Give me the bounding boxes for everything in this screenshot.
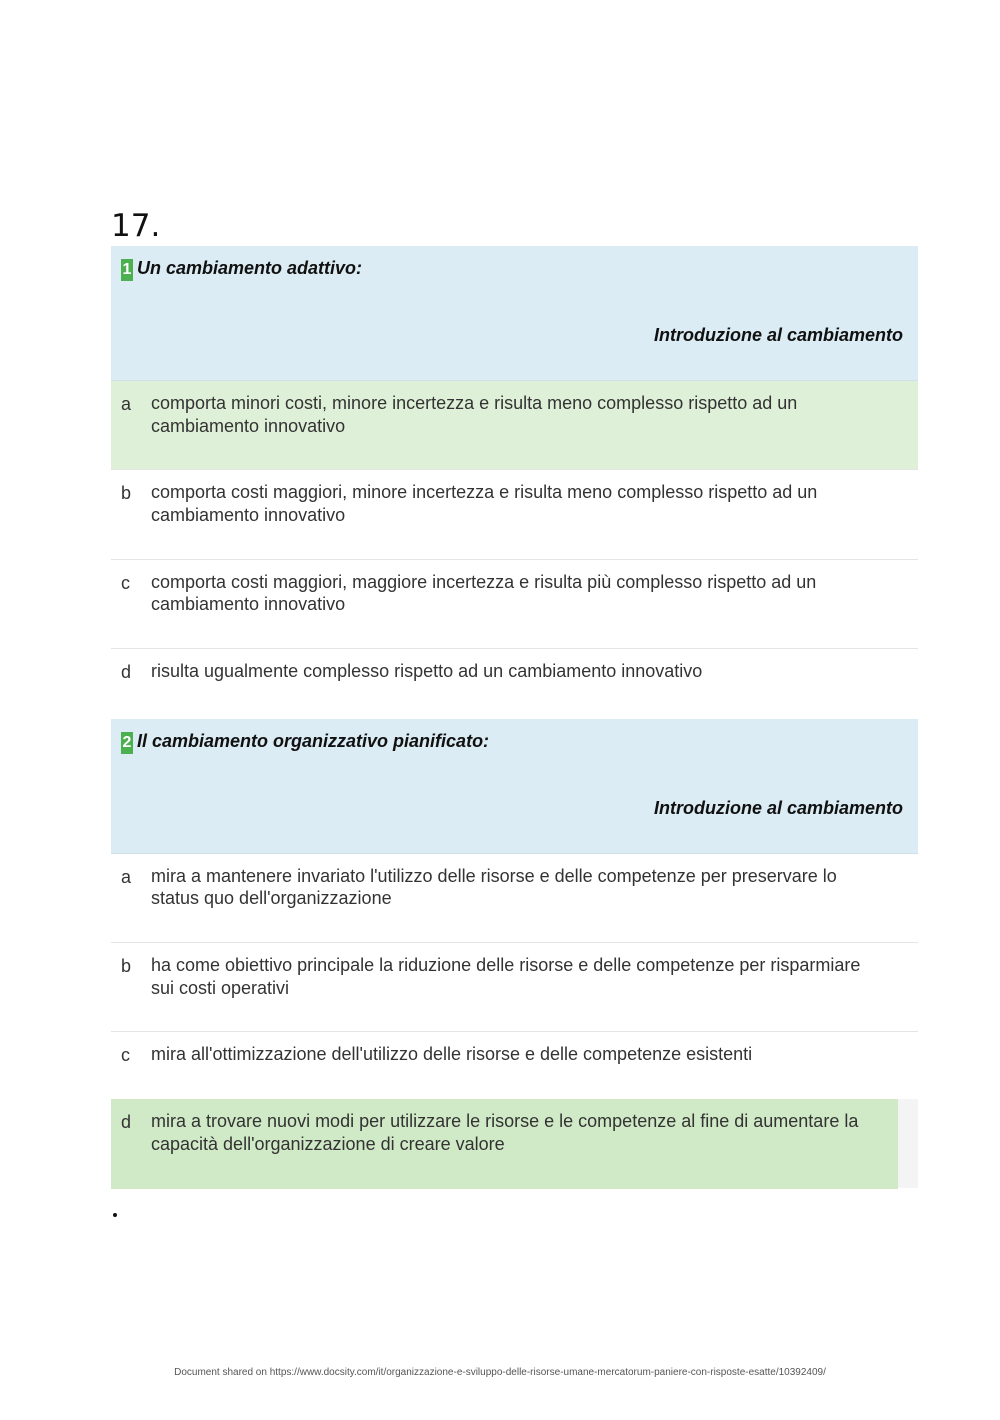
question-title xyxy=(121,257,362,281)
question-number-badge: 1 xyxy=(121,259,133,281)
question-header-2 xyxy=(111,719,918,854)
answer-option-d-row xyxy=(111,1099,918,1188)
option-letter: a xyxy=(121,866,132,887)
row-side-strip xyxy=(898,1099,918,1188)
option-text: comporta minori costi, minore incertezza e risulta meno complesso rispetto ad un cambiamento innovativo xyxy=(151,393,798,436)
question-text: Un cambiamento adattivo: xyxy=(137,258,363,278)
option-text: comporta costi maggiori, minore incertezza e risulta meno complesso rispetto ad un cambiamento innovativo xyxy=(151,482,818,525)
answer-option-d[interactable] xyxy=(111,649,918,716)
option-text: mira a mantenere invariato l'utilizzo delle risorse e delle competenze per preservare lo status quo dell'organizzazione xyxy=(151,865,837,909)
question-number-badge: 2 xyxy=(121,732,133,754)
answer-option-b[interactable] xyxy=(111,470,918,559)
option-letter: a xyxy=(121,394,132,414)
question-title xyxy=(121,730,489,754)
answer-option-d[interactable] xyxy=(111,1099,898,1188)
question-topic: Introduzione al cambiamento xyxy=(653,325,903,345)
answer-option-c[interactable] xyxy=(111,1032,918,1099)
option-letter: c xyxy=(121,1045,130,1066)
answer-option-b[interactable] xyxy=(111,943,918,1032)
answer-option-c[interactable] xyxy=(111,560,918,649)
option-letter: c xyxy=(121,572,130,593)
option-text: risulta ugualmente complesso rispetto ad un cambiamento innovativo xyxy=(151,660,703,681)
option-text: comporta costi maggiori, maggiore incertezza e risulta più complesso rispetto ad un cambiamento innovativo xyxy=(151,571,817,615)
question-header-1 xyxy=(111,246,918,381)
section-number: 17. xyxy=(111,208,161,244)
option-letter: b xyxy=(121,483,132,504)
option-letter: d xyxy=(121,1112,132,1133)
option-text: mira all'ottimizzazione dell'utilizzo delle risorse e delle competenze esistenti xyxy=(151,1044,753,1065)
quiz-table xyxy=(111,246,918,1189)
option-letter: b xyxy=(121,956,132,977)
bullet-dot xyxy=(113,1213,117,1217)
document-footer: Document shared on https://www.docsity.com/it/organizzazione-e-sviluppo-delle-risorse-umane-mercatorum-paniere-con-risposte-esatte/10392409/ xyxy=(174,1367,826,1378)
option-text: mira a trovare nuovi modi per utilizzare le risorse e le competenze al fine di aumentare la capacità dell'organizzazione di creare valore xyxy=(151,1111,859,1154)
question-topic: Introduzione al cambiamento xyxy=(653,797,903,818)
option-text: ha come obiettivo principale la riduzione delle risorse e delle competenze per risparmiare sui costi operativi xyxy=(151,955,861,998)
answer-option-a[interactable] xyxy=(111,854,918,943)
option-letter: d xyxy=(121,661,132,682)
answer-option-a[interactable] xyxy=(111,381,918,470)
question-text: Il cambiamento organizzativo pianificato: xyxy=(137,730,490,751)
